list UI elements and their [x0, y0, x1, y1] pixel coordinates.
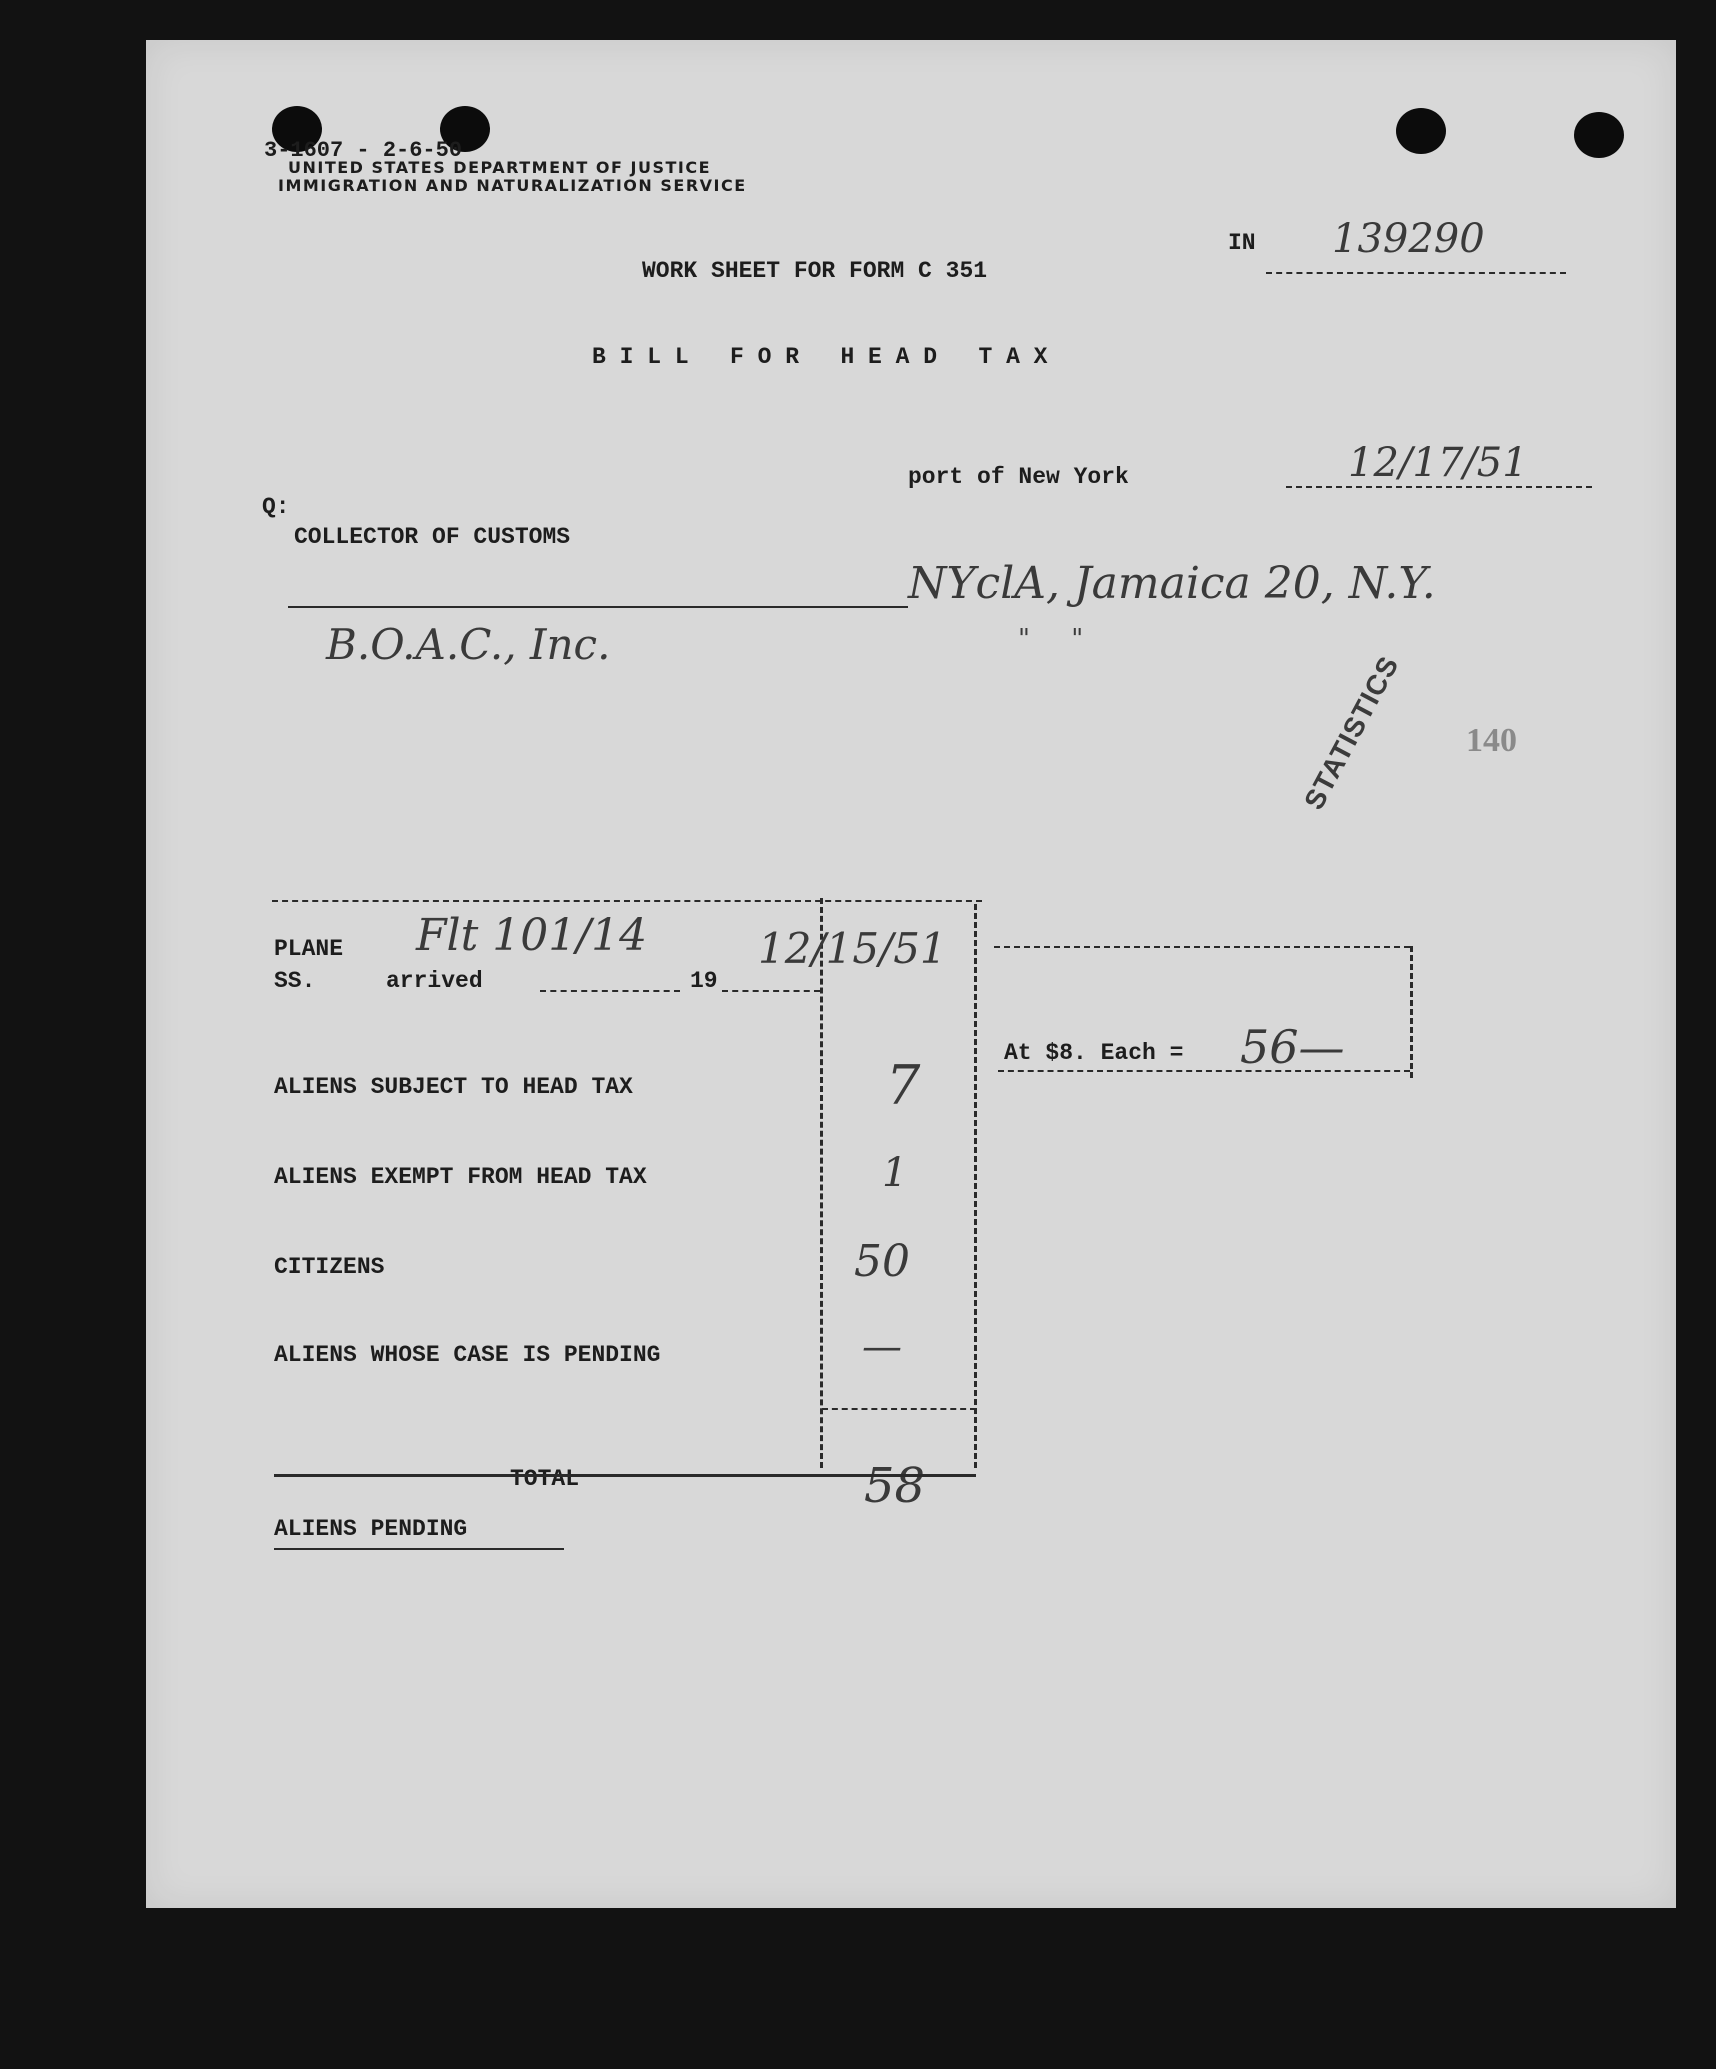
row-value-subject: 7	[886, 1054, 921, 1117]
row-value-citizens: 50	[854, 1236, 910, 1287]
worksheet-title: WORK SHEET FOR FORM C 351	[642, 258, 988, 284]
total-value: 58	[864, 1458, 926, 1514]
row-label-exempt: ALIENS EXEMPT FROM HEAD TAX	[274, 1164, 647, 1190]
plane-label: PLANE	[274, 936, 344, 962]
location-handwritten: NYclA, Jamaica 20, N.Y.	[908, 558, 1436, 609]
addressee: COLLECTOR OF CUSTOMS	[294, 524, 571, 550]
in-number-rule	[1266, 272, 1566, 274]
punch-hole-right-1	[1396, 108, 1446, 154]
year-prefix: 19	[690, 968, 718, 994]
arrived-rule-1	[540, 990, 680, 992]
row-label-citizens: CITIZENS	[274, 1254, 385, 1280]
flight-handwritten: Flt 101/14	[416, 910, 648, 961]
ditto-marks: " "	[1018, 624, 1084, 654]
rate-box-bottom	[998, 1070, 1410, 1072]
bill-date: 12/17/51	[1348, 440, 1528, 486]
table-divider-right	[974, 904, 977, 1468]
arrival-date-handwritten: 12/15/51	[758, 924, 947, 973]
to-label: Q:	[262, 494, 290, 520]
rate-box-top	[994, 946, 1410, 948]
document-page	[146, 40, 1676, 1908]
row-label-subject: ALIENS SUBJECT TO HEAD TAX	[274, 1074, 633, 1100]
in-label: IN	[1228, 230, 1256, 256]
total-label: TOTAL	[510, 1466, 580, 1492]
aliens-pending-rule	[274, 1548, 564, 1550]
rate-label: At $8. Each =	[1004, 1040, 1184, 1066]
row-label-pending: ALIENS WHOSE CASE IS PENDING	[274, 1342, 661, 1368]
ss-label: SS.	[274, 968, 316, 994]
port-label: port of New York	[908, 464, 1129, 490]
rate-box-right	[1410, 946, 1413, 1078]
arrived-rule-2	[722, 990, 820, 992]
row-value-exempt: 1	[882, 1150, 908, 1196]
aliens-pending-label: ALIENS PENDING	[274, 1516, 468, 1542]
table-top-rule	[272, 900, 982, 902]
row-value-pending: —	[862, 1324, 902, 1370]
arrived-label: arrived	[386, 968, 483, 994]
in-number: 139290	[1332, 216, 1485, 262]
carrier-handwritten: B.O.A.C., Inc.	[326, 620, 611, 669]
table-divider-left	[820, 898, 823, 1468]
stamp-number: 140	[1466, 722, 1517, 759]
rate-amount: 56—	[1240, 1020, 1345, 1074]
total-top-rule	[822, 1408, 976, 1410]
table-bottom-rule	[274, 1474, 976, 1477]
agency-line-2: IMMIGRATION AND NATURALIZATION SERVICE	[278, 176, 747, 195]
bill-title: B I L L F O R H E A D T A X	[592, 344, 1048, 370]
address-rule	[288, 606, 908, 608]
date-rule	[1286, 486, 1592, 488]
punch-hole-right-2	[1574, 112, 1624, 158]
agency-line-1: UNITED STATES DEPARTMENT OF JUSTICE	[288, 158, 712, 177]
form-number: 3-1607 - 2-6-50	[264, 138, 463, 163]
statistics-stamp: STATISTICS	[1298, 650, 1405, 815]
